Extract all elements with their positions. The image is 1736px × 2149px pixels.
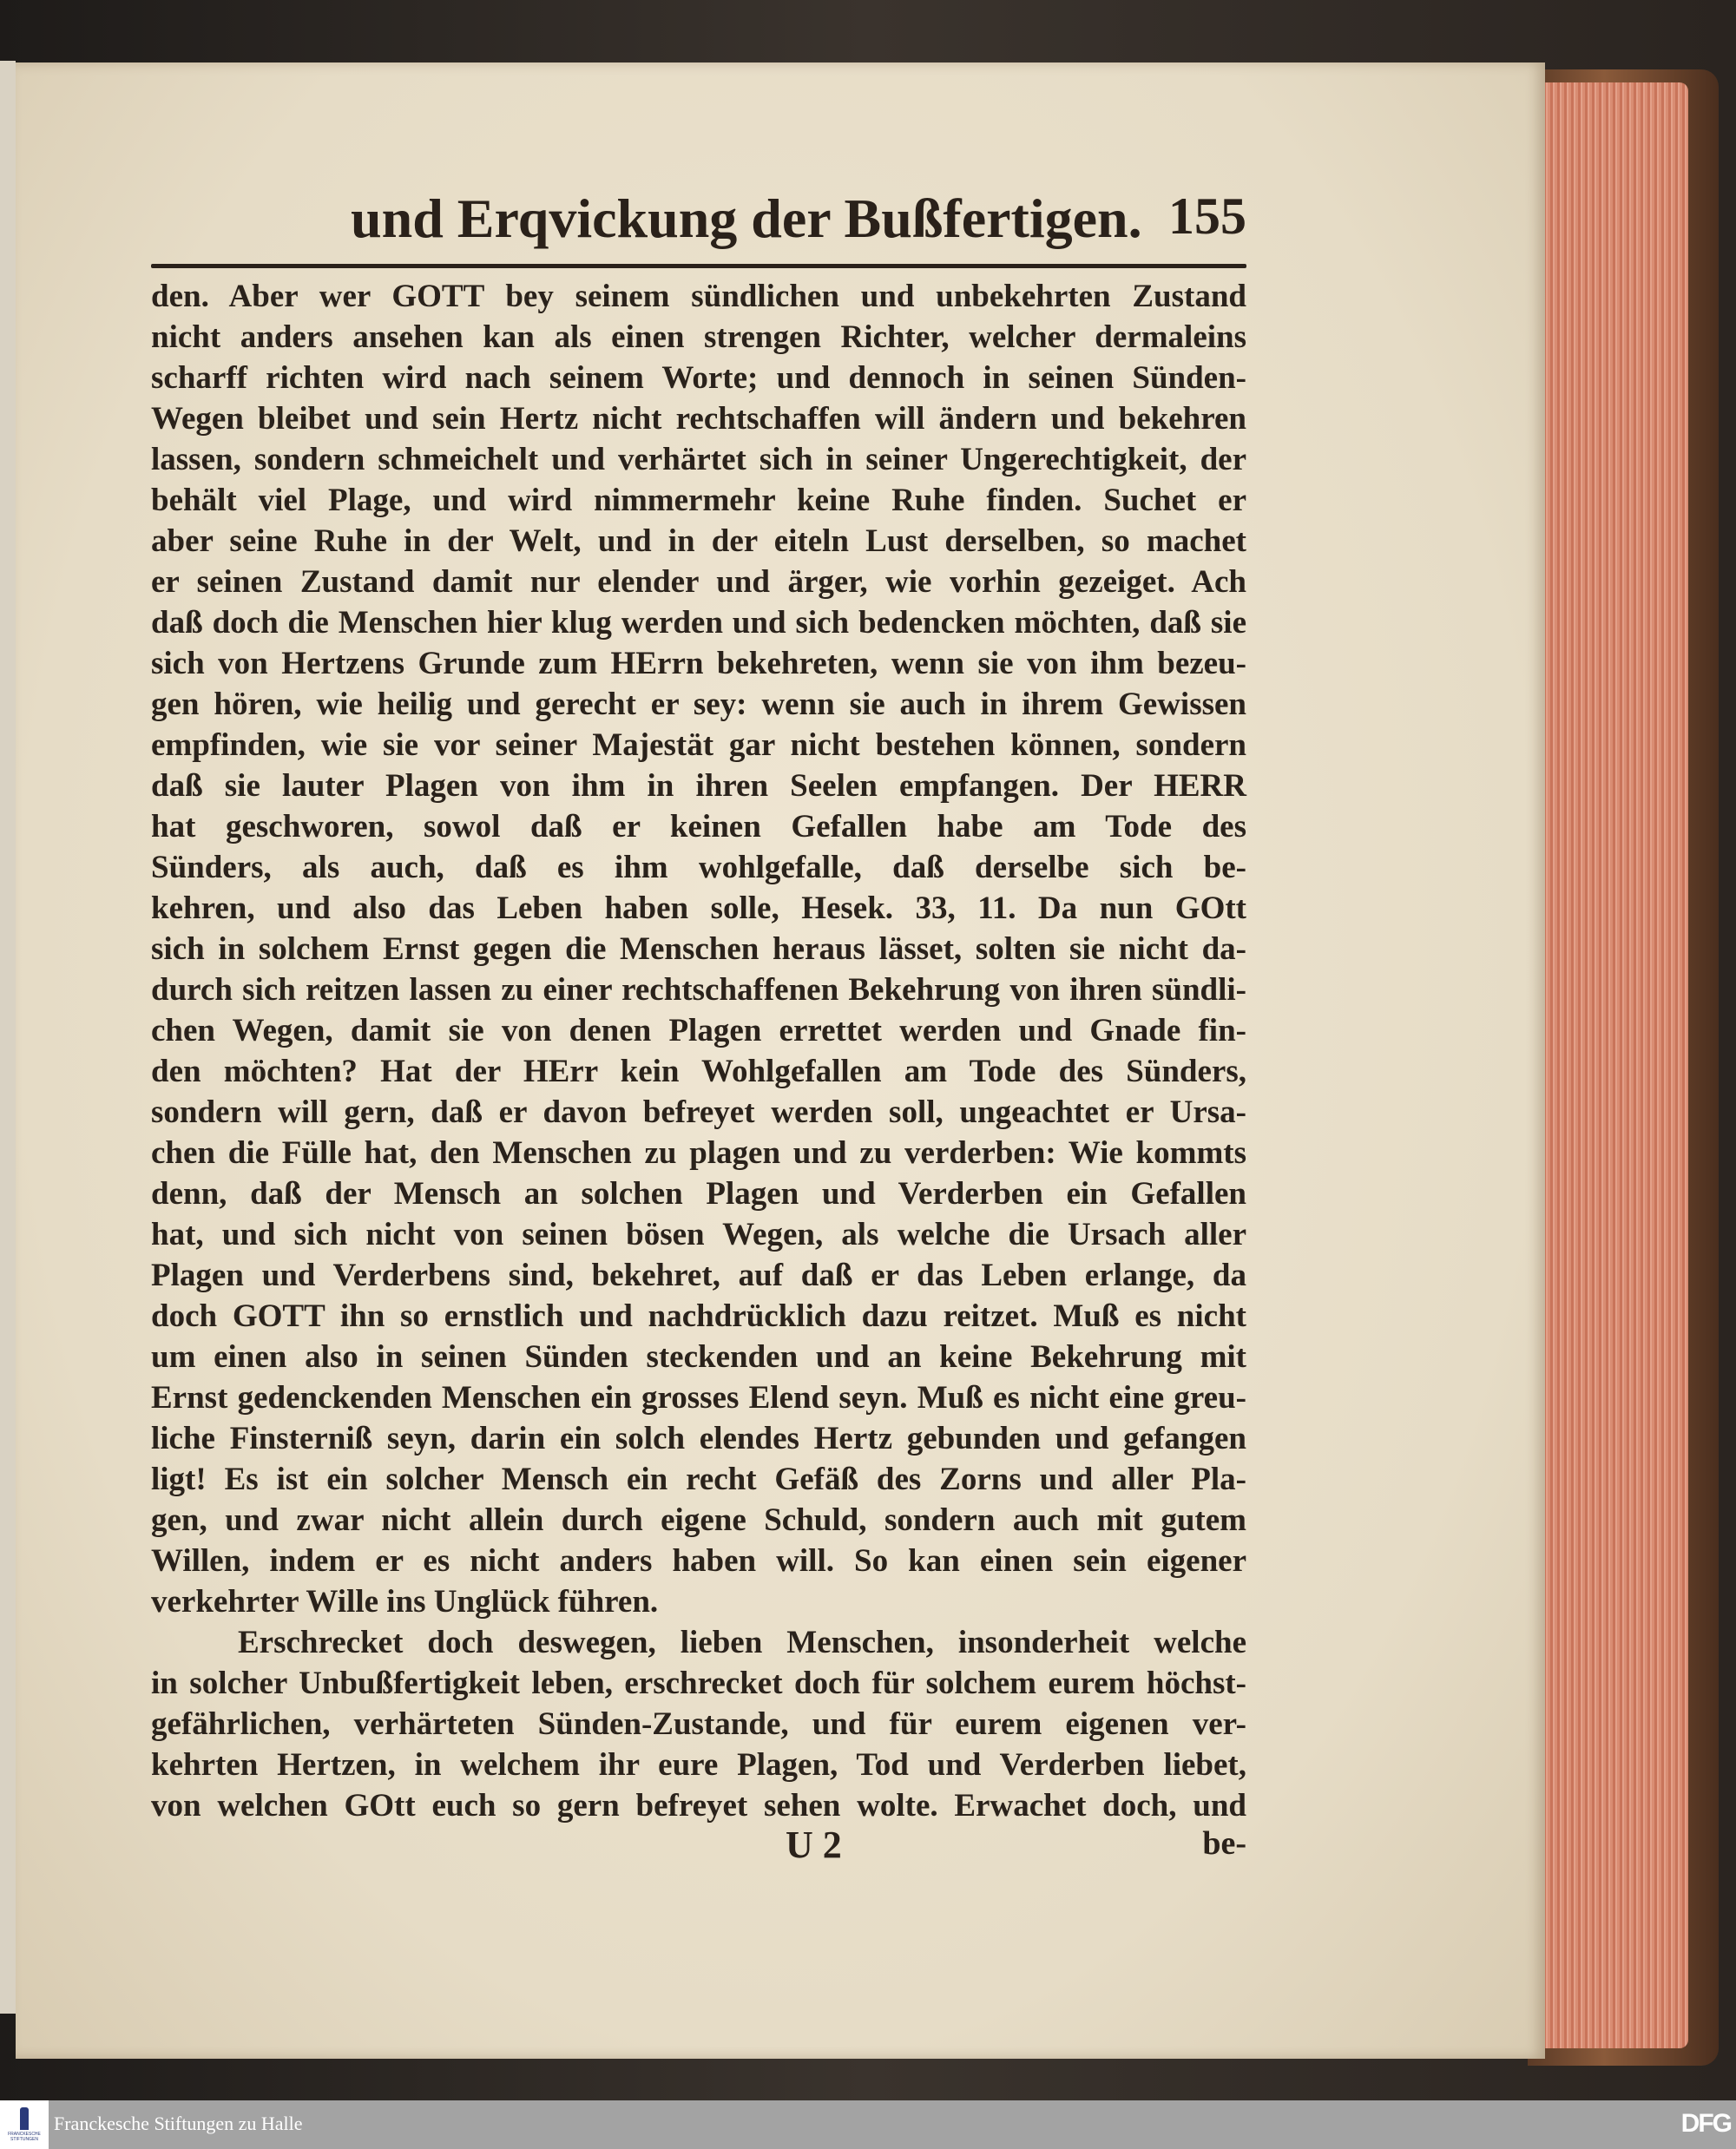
page-edges xyxy=(1541,82,1688,2048)
header-rule xyxy=(151,264,1246,268)
text-line: sondern will gern, daß er davon befreyet werden soll, ungeachtet er Ursa- xyxy=(151,1094,1246,1130)
text-line: kehren, und also das Leben haben solle, Hesek. 33, 11. Da nun GOtt xyxy=(151,890,1246,926)
text-line: den möchten? Hat der HErr kein Wohlgefallen am Tode des Sünders, xyxy=(151,1054,1246,1089)
text-line: von welchen GOtt euch so gern befreyet sehen wolte. Erwachet doch, und xyxy=(151,1788,1246,1824)
catchword: be- xyxy=(1202,1825,1246,1862)
text-line: daß sie lauter Plagen von ihm in ihren Seelen empfangen. Der HERR xyxy=(151,768,1246,804)
logo-caption: FRANCKESCHE STIFTUNGEN xyxy=(8,2132,41,2142)
page-number: 155 xyxy=(1168,187,1246,245)
text-line: Willen, indem er es nicht anders haben will. So kan einen sein eigener xyxy=(151,1543,1246,1579)
text-line: nicht anders ansehen kan als einen strengen Richter, welcher dermaleins xyxy=(151,319,1246,355)
text-line: Ernst gedenckenden Menschen ein grosses Elend seyn. Muß es nicht eine greu- xyxy=(151,1380,1246,1416)
text-line: hat, und sich nicht von seinen bösen Wegen, als welche die Ursach aller xyxy=(151,1217,1246,1252)
text-line: doch GOTT ihn so ernstlich und nachdrücklich dazu reitzet. Muß es nicht xyxy=(151,1298,1246,1334)
text-line: gefährlichen, verhärteten Sünden-Zustande, und für eurem eigenen ver- xyxy=(151,1706,1246,1742)
signature-mark: U 2 xyxy=(786,1824,842,1866)
text-line: um einen also in seinen Sünden steckenden und an keine Bekehrung mit xyxy=(151,1339,1246,1375)
text-line: durch sich reitzen lassen zu einer rechtschaffenen Bekehrung von ihren sündli- xyxy=(151,972,1246,1008)
text-line: chen Wegen, damit sie von denen Plagen errettet werden und Gnade fin- xyxy=(151,1013,1246,1048)
text-line: denn, daß der Mensch an solchen Plagen und Verderben ein Gefallen xyxy=(151,1176,1246,1212)
viewer-footer xyxy=(0,2100,1736,2149)
text-line: verkehrter Wille ins Unglück führen. xyxy=(151,1584,659,1620)
text-line: chen die Fülle hat, den Menschen zu plagen und zu verderben: Wie kommts xyxy=(151,1135,1246,1171)
text-line: gen, und zwar nicht allein durch eigene Schuld, sondern auch mit gutem xyxy=(151,1502,1246,1538)
page-header xyxy=(151,187,1246,247)
text-line: Sünders, als auch, daß es ihm wohlgefalle, daß derselbe sich be- xyxy=(151,850,1246,885)
running-title: und Erqvickung der Bußfertigen. xyxy=(351,187,1142,249)
text-line: gen hören, wie heilig und gerecht er sey: wenn sie auch in ihrem Gewissen xyxy=(151,687,1246,722)
dfg-logo[interactable]: DFG xyxy=(1680,2109,1731,2138)
text-line: er seinen Zustand damit nur elender und ärger, wie vorhin gezeiget. Ach xyxy=(151,564,1246,600)
institution-logo[interactable] xyxy=(0,2100,49,2149)
institution-name: Franckesche Stiftungen zu Halle xyxy=(54,2113,303,2134)
text-line: Wegen bleibet und sein Hertz nicht rechtschaffen will ändern und bekehren xyxy=(151,401,1246,437)
text-line: scharff richten wird nach seinem Worte; und dennoch in seinen Sünden- xyxy=(151,360,1246,396)
page-body-text xyxy=(151,276,1246,1826)
text-line: daß doch die Menschen hier klug werden und sich bedencken möchten, daß sie xyxy=(151,605,1246,641)
text-line: sich in solchem Ernst gegen die Menschen heraus lässet, solten sie nicht da- xyxy=(151,931,1246,967)
text-line: Plagen und Verderbens sind, bekehret, auf daß er das Leben erlange, da xyxy=(151,1258,1246,1293)
text-line: liche Finsterniß seyn, darin ein solch elendes Hertz gebunden und gefangen xyxy=(151,1421,1246,1456)
text-line: hat geschworen, sowol daß er keinen Gefallen habe am Tode des xyxy=(151,809,1246,844)
text-line: aber seine Ruhe in der Welt, und in der eiteln Lust derselben, so machet xyxy=(151,523,1246,559)
text-line: den. Aber wer GOTT bey seinem sündlichen und unbekehrten Zustand xyxy=(151,279,1246,314)
text-line: behält viel Plage, und wird nimmermehr keine Ruhe finden. Suchet er xyxy=(151,483,1246,518)
text-line: ligt! Es ist ein solcher Mensch ein recht Gefäß des Zorns und aller Pla- xyxy=(151,1462,1246,1497)
text-line: in solcher Unbußfertigkeit leben, erschrecket doch für solchem eurem höchst- xyxy=(151,1666,1246,1701)
text-line: empfinden, wie sie vor seiner Majestät gar nicht bestehen können, sondern xyxy=(151,727,1246,763)
text-line: kehrten Hertzen, in welchem ihr eure Plagen, Tod und Verderben liebet, xyxy=(151,1747,1246,1783)
text-line: Erschrecket doch deswegen, lieben Menschen, insonderheit welche xyxy=(238,1625,1246,1660)
text-line: lassen, sondern schmeichelt und verhärtet sich in seiner Ungerechtigkeit, der xyxy=(151,442,1246,477)
left-page-edge xyxy=(0,61,16,2014)
logo-figure-icon xyxy=(20,2107,29,2130)
text-line: sich von Hertzens Grunde zum HErrn bekehreten, wenn sie von ihm bezeu- xyxy=(151,646,1246,681)
